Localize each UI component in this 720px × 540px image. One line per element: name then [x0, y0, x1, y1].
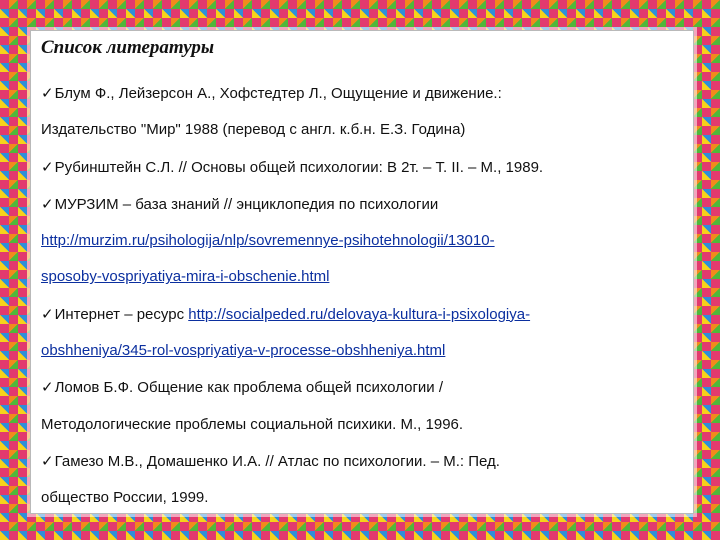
entry-line — [41, 333, 683, 369]
entry-line — [41, 369, 683, 406]
bibliography-entry-1 — [41, 75, 683, 149]
entry-line — [41, 223, 683, 259]
bibliography-entry-5 — [41, 369, 683, 443]
check-icon: ✓ — [41, 157, 54, 176]
entry-text: Интернет – ресурс — [54, 305, 189, 323]
entry-text: Рубинштейн С.Л. // Основы общей психологии: В 2т. – Т. II. – М., 1989. — [54, 158, 544, 176]
socialpeded-link-continued[interactable]: obshheniya/345-rol-vospriyatiya-v-processe-obshheniya.html — [41, 342, 446, 360]
entry-line: общество России, 1999. — [41, 489, 209, 507]
slide — [30, 30, 694, 514]
bibliography-entry-3 — [41, 186, 683, 296]
check-icon: ✓ — [41, 84, 54, 102]
entry-line: Издательство "Мир" 1988 (перевод с англ. к.б.н. Е.З. Година) — [41, 121, 466, 139]
entry-line — [41, 296, 683, 333]
check-icon: ✓ — [41, 378, 54, 397]
entry-line — [41, 259, 683, 295]
entry-text: Ломов Б.Ф. Общение как проблема общей психологии / — [54, 379, 444, 397]
murzim-link-continued[interactable]: sposoby-vospriyatiya-mira-i-obschenie.html — [41, 268, 330, 286]
entry-text: Блум Ф., Лейзерсон А., Хофстедтер Л., Ощущение и движение.: — [54, 85, 502, 102]
check-icon: ✓ — [41, 194, 54, 213]
entry-line — [41, 75, 683, 112]
entry-line — [41, 443, 683, 480]
entry-text: Гамезо М.В., Домашенко И.А. // Атлас по психологии. – М.: Пед. — [54, 452, 500, 470]
check-icon: ✓ — [41, 451, 54, 470]
entry-text: МУРЗИМ – база знаний // энциклопедия по психологии — [54, 195, 439, 213]
entry-line — [41, 186, 683, 223]
murzim-link[interactable]: http://murzim.ru/psihologija/nlp/sovremennye-psihotehnologii/13010- — [41, 232, 495, 250]
entry-line: Методологические проблемы социальной психики. М., 1996. — [41, 415, 464, 433]
socialpeded-link[interactable]: http://socialpeded.ru/delovaya-kultura-i-psixologiya- — [188, 305, 531, 323]
bibliography-entry-6 — [41, 443, 683, 517]
bibliography-entry-4 — [41, 296, 683, 370]
entry-line — [41, 149, 683, 186]
check-icon: ✓ — [41, 304, 54, 323]
slide-title: Список литературы — [41, 37, 215, 58]
bibliography-list — [41, 75, 683, 517]
bibliography-entry-2 — [41, 149, 683, 186]
